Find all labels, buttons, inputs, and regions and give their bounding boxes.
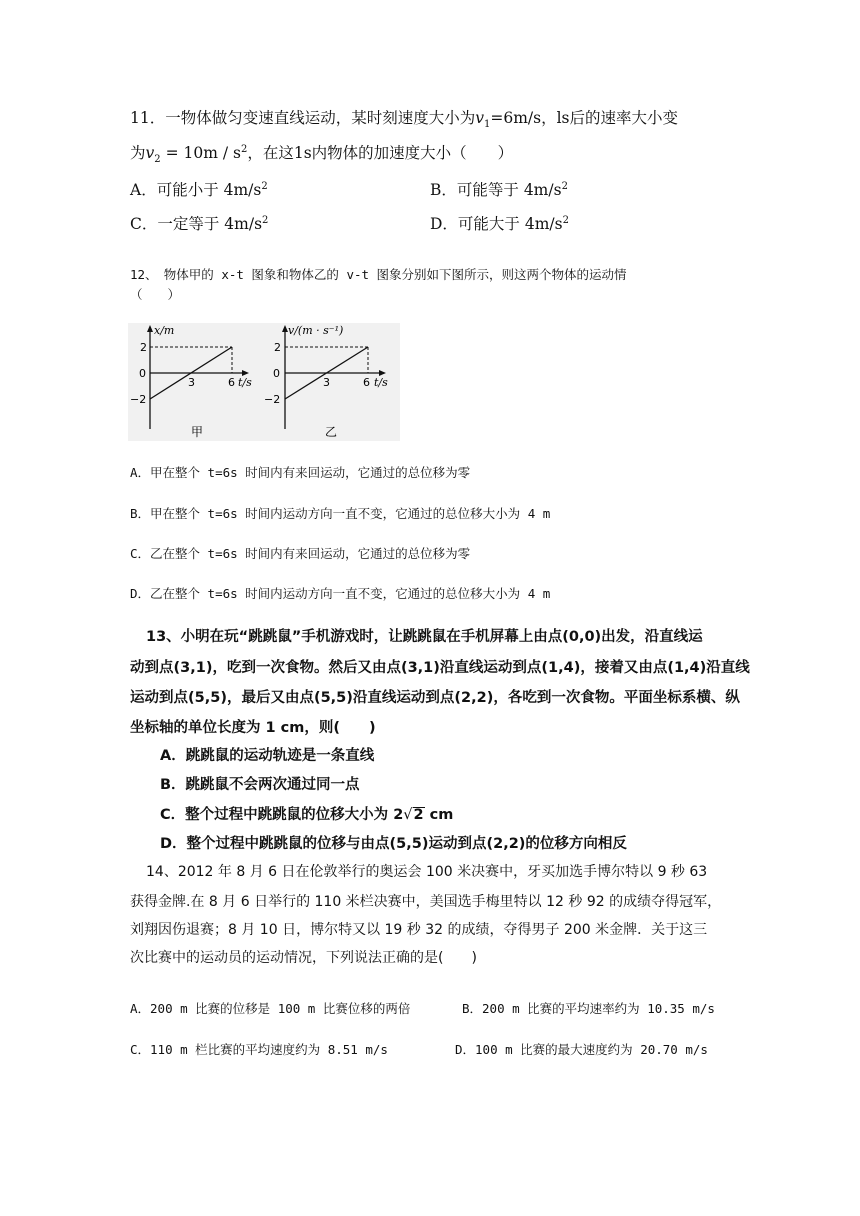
yi-tick-0: 0	[273, 367, 280, 380]
q14-line3: 刘翔因伤退赛；8 月 10 日，博尔特又以 19 秒 32 的成绩，夺得男子 200 米金牌．关于这三	[130, 922, 708, 938]
jia-y-label: x/m	[154, 324, 175, 337]
jia-y-axis-arrow	[147, 325, 153, 332]
jia-caption: 甲	[191, 425, 204, 439]
q11-line1-text-b: =6m/s，ls后的速率大小变	[490, 109, 679, 127]
q11-v1-symbol: v	[475, 109, 484, 127]
q13-line2: 动到点(3,1)，吃到一次食物。然后又由点(3,1)沿直线运动到点(1,4)，接着又由点(1,4)沿直线	[130, 660, 750, 676]
yi-tick-neg2: −2	[264, 393, 281, 406]
yi-caption: 乙	[325, 425, 338, 439]
q13-option-c-radicand: 2	[413, 807, 424, 823]
q11-option-a	[130, 178, 268, 200]
q11-v2-subscript: 2	[154, 154, 161, 166]
graph-yi	[264, 324, 388, 439]
yi-tick-2: 2	[274, 341, 281, 354]
jia-tick-6: 6	[228, 376, 235, 389]
q11-option-b	[430, 178, 568, 200]
yi-x-label: t/s	[374, 376, 388, 389]
q12-graphs	[128, 323, 400, 441]
yi-tick-3: 3	[323, 376, 330, 389]
q14-line4: 次比赛中的运动员的运动情况，下列说法正确的是( )	[130, 950, 477, 966]
q11-v1-subscript: 1	[484, 119, 491, 131]
q13-option-c	[160, 803, 453, 824]
q11-line2-text-c: ，在这1s内物体的加速度大小（ ）	[247, 144, 514, 162]
q11-option-d-sup: 2	[562, 214, 569, 226]
q13-line4: 坐标轴的单位长度为 1 cm，则( )	[130, 720, 376, 736]
q11-option-d	[430, 212, 569, 234]
q14-option-c: C．110 m 栏比赛的平均速度约为 8.51 m/s	[130, 1042, 388, 1057]
q13-option-c-text-a: C．整个过程中跳跳鼠的位移大小为 2	[160, 807, 404, 823]
q13-line1: 13、小明在玩“跳跳鼠”手机游戏时，让跳跳鼠在手机屏幕上由点(0,0)出发，沿直线运	[146, 629, 703, 645]
q14-line1: 14、2012 年 8 月 6 日在伦敦举行的奥运会 100 米决赛中，牙买加选手博尔特以 9 秒 63	[146, 864, 708, 880]
q11-line2-superscript: 2	[240, 143, 248, 155]
q11-line2-text-a: 为	[130, 144, 146, 162]
q12-option-c: C．乙在整个 t=6s 时间内有来回运动，它通过的总位移为零	[130, 546, 471, 561]
q11-line2	[130, 141, 513, 165]
q12-option-a: A．甲在整个 t=6s 时间内有来回运动，它通过的总位移为零	[130, 465, 471, 480]
q12-option-b: B．甲在整个 t=6s 时间内运动方向一直不变，它通过的总位移大小为 4 m	[130, 506, 551, 521]
q14-option-b: B．200 m 比赛的平均速率约为 10.35 m/s	[462, 1001, 715, 1016]
yi-tick-6: 6	[363, 376, 370, 389]
q11-line2-text-b: = 10m / s	[160, 144, 241, 162]
q11-option-a-text: A．可能小于 4m/s	[130, 181, 262, 199]
jia-tick-2: 2	[140, 341, 147, 354]
q12-figure	[128, 323, 400, 441]
q11-line1-text-a: 11．一物体做匀变速直线运动，某时刻速度大小为	[130, 109, 476, 127]
jia-x-label: t/s	[238, 376, 252, 389]
q14-option-d: D．100 m 比赛的最大速度约为 20.70 m/s	[455, 1042, 708, 1057]
q11-line1	[130, 106, 678, 130]
q13-option-b: B．跳跳鼠不会两次通过同一点	[160, 777, 360, 793]
q11-option-c	[130, 212, 268, 234]
q11-option-c-text: C．一定等于 4m/s	[130, 215, 263, 233]
graph-jia	[130, 324, 252, 439]
q13-option-d: D．整个过程中跳跳鼠的位移与由点(5,5)运动到点(2,2)的位移方向相反	[160, 836, 627, 852]
q12-line2: （ ）	[130, 287, 181, 302]
q13-line3: 运动到点(5,5)，最后又由点(5,5)沿直线运动到点(2,2)，各吃到一次食物。平面坐标系横、纵	[130, 690, 740, 706]
yi-y-label: v/(m · s⁻¹)	[288, 324, 344, 337]
jia-tick-3: 3	[188, 376, 195, 389]
sqrt-icon: √	[403, 807, 413, 823]
jia-tick-0: 0	[139, 367, 146, 380]
q11-v2-symbol: v	[145, 144, 155, 162]
q13-option-a: A．跳跳鼠的运动轨迹是一条直线	[160, 748, 375, 764]
q14-line2: 获得金牌.在 8 月 6 日举行的 110 米栏决赛中，美国选手梅里特以 12 秒 92 的成绩夺得冠军，	[130, 894, 722, 910]
q11-option-b-text: B．可能等于 4m/s	[430, 181, 562, 199]
q11-option-a-sup: 2	[261, 180, 268, 192]
q13-option-c-text-b: cm	[424, 807, 454, 823]
q11-option-c-sup: 2	[262, 214, 269, 226]
jia-tick-neg2: −2	[130, 393, 147, 406]
q12-option-d: D．乙在整个 t=6s 时间内运动方向一直不变，它通过的总位移大小为 4 m	[130, 586, 551, 601]
q11-option-d-text: D．可能大于 4m/s	[430, 215, 563, 233]
q12-line1: 12、 物体甲的 x-t 图象和物体乙的 v-t 图象分别如下图所示，则这两个物体的运动情	[130, 267, 627, 282]
q14-option-a: A．200 m 比赛的位移是 100 m 比赛位移的两倍	[130, 1001, 411, 1016]
q11-option-b-sup: 2	[561, 180, 568, 192]
